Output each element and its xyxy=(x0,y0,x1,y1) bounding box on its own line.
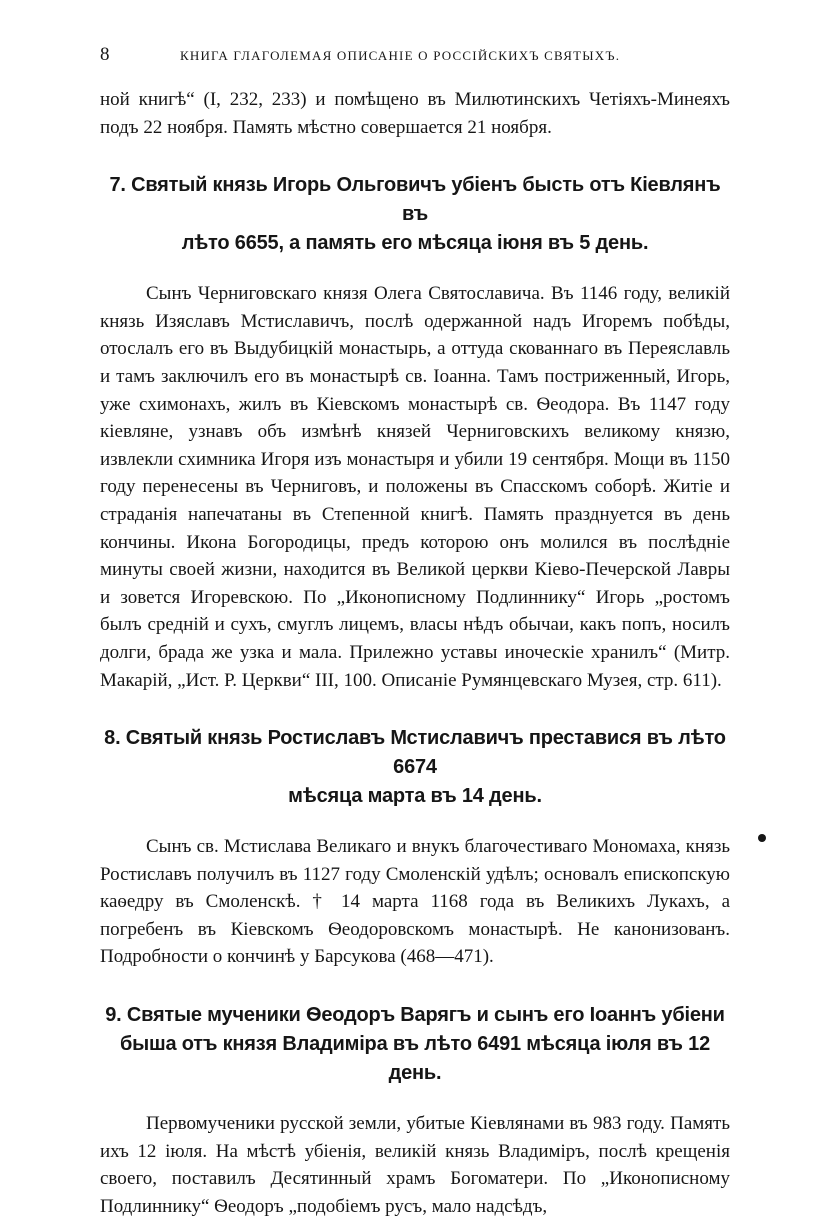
running-head xyxy=(100,44,730,78)
entry-heading xyxy=(100,724,730,811)
entry-heading-line: 7. Святый князь Игорь Ольговичъ убіенъ бысть отъ Кіевлянъ въ xyxy=(109,174,721,226)
margin-dot-mark xyxy=(758,834,766,842)
continuation-paragraph: ной книгѣ“ (I, 232, 233) и помѣщено въ Милютинскихъ Четіяхъ-Минеяхъ подъ 22 ноября. Память мѣстно совершается 21 ноября. xyxy=(100,89,730,138)
entry-heading-line: 9. Святые мученики Ѳеодоръ Варягъ и сынъ его Іоаннъ убіени xyxy=(105,1004,725,1027)
entry-heading-line: быша отъ князя Владиміра въ лѣто 6491 мѣсяца іюля въ 12 день. xyxy=(119,1033,711,1085)
entry-heading-line: 8. Святый князь Ростиславъ Мстиславичъ преставися въ лѣто 6674 xyxy=(104,727,726,779)
book-page xyxy=(100,44,730,1220)
entry-heading-line: лѣто 6655, а память его мѣсяца іюня въ 5 день. xyxy=(181,232,649,255)
page-number: 8 xyxy=(100,44,110,65)
entry-body: Первомученики русской земли, убитые Кіевлянами въ 983 году. Память ихъ 12 іюля. На мѣстѣ убіенія, великій князь Владиміръ, послѣ крещенія своего, поставилъ Десятинный храмъ Богоматери. По „Иконописному Подлиннику“ Ѳеодоръ „подобіемъ русъ, мало надсѣдъ, xyxy=(100,1113,730,1217)
entry-8 xyxy=(100,724,730,971)
entry-body: Сынъ св. Мстислава Великаго и внукъ благочестиваго Мономаха, князь Ростиславъ получилъ въ 1127 году Смоленскій удѣлъ; основалъ епископскую каѳедру въ Смоленскѣ. † 14 марта 1168 года въ Великихъ Лукахъ, а погребенъ въ Кіевскомъ Ѳеодоровскомъ монастырѣ. Не канонизованъ. Подробности о кончинѣ у Барсукова (468—471). xyxy=(100,836,730,968)
entry-body: Сынъ Черниговскаго князя Олега Святославича. Въ 1146 году, великій князь Изяславъ Мстиславичъ, послѣ одержанной надъ Игоремъ побѣды, отослалъ его въ Выдубицкій монастырь, а оттуда скованнаго въ Переяславль и тамъ заключилъ его въ монастырѣ св. Іоанна. Тамъ постриженный, Игорь, уже схимонахъ, жилъ въ Кіевскомъ монастырѣ св. Ѳеодора. Въ 1147 году кіевляне, узнавъ объ измѣнѣ князей Черниговскихъ великому князю, извлекли схимника Игоря изъ монастыря и убили 19 сентября. Мощи въ 1150 году перенесены въ Черниговъ, и положены въ Спасскомъ соборѣ. Житіе и страданія напечатаны въ Степенной книгѣ. Память празднуется въ день кончины. Икона Богородицы, предъ которою онъ молился въ послѣдніе минуты своей жизни, находится въ Великой церкви Кіево-Печерской Лавры и зовется Игоревскою. По „Иконописному Подлиннику“ Игорь „ростомъ былъ средній и сухъ, смуглъ лицемъ, власы нѣдъ обычаи, какъ попъ, носилъ долги, брада же узка и мала. Прилежно уставы иноческіе хранилъ“ (Митр. Макарій, „Ист. Р. Церкви“ III, 100. Описаніе Румянцевскаго Музея, стр. 611). xyxy=(100,283,730,691)
entry-heading-line: мѣсяца марта въ 14 день. xyxy=(288,785,542,808)
entry-9 xyxy=(100,1001,730,1220)
entry-heading xyxy=(100,171,730,258)
running-title: КНИГА ГЛАГОЛЕМАЯ ОПИСАНІЕ О РОССІЙСКИХЪ СВЯТЫХЪ. xyxy=(180,48,621,63)
entry-heading xyxy=(100,1001,730,1088)
entry-7 xyxy=(100,171,730,694)
